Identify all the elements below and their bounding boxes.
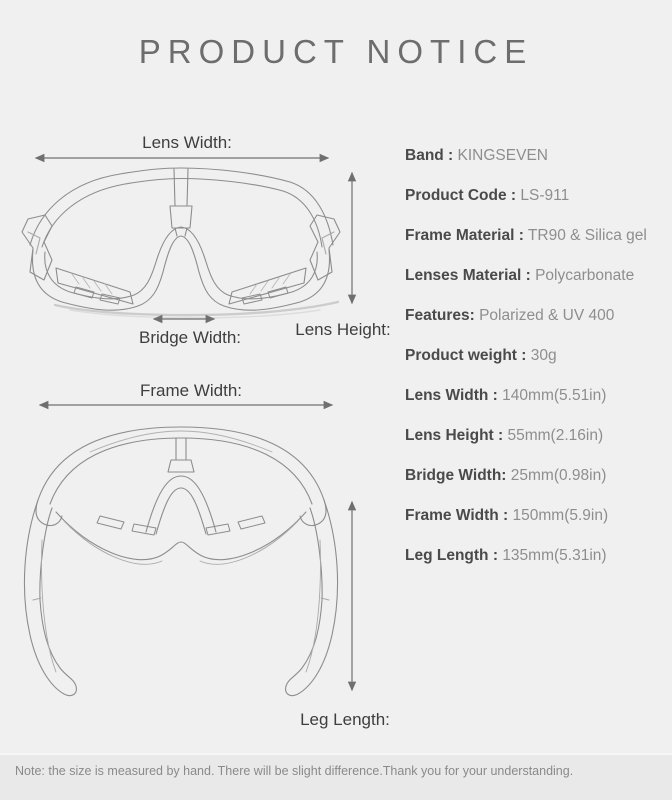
spec-label: Lens Width : [405,387,498,404]
spec-label: Leg Length : [405,547,498,564]
spec-value: 150mm(5.9in) [512,507,609,524]
spec-value: 25mm(0.98in) [510,467,607,484]
spec-label: Product weight : [405,347,527,364]
spec-row [405,506,670,546]
spec-label: Lenses Material : [405,267,531,284]
spec-row [405,426,670,466]
spec-label: Features: [405,307,475,324]
spec-row [405,466,670,506]
spec-row [405,346,670,386]
spec-row [405,186,670,226]
spec-value: 135mm(5.31in) [502,547,607,564]
bridge-width-label: Bridge Width: [138,328,242,347]
spec-row [405,306,670,346]
spec-label: Lens Height : [405,427,504,444]
spec-row [405,266,670,306]
spec-value: KINGSEVEN [457,147,548,164]
leg-length-label: Leg Length: [300,710,390,729]
spec-label: Frame Width : [405,507,509,524]
frame-width-label: Frame Width: [139,381,243,400]
lens-width-label: Lens Width: [142,133,232,152]
spec-row [405,146,670,186]
note-bar [0,753,672,800]
spec-value: Polycarbonate [535,267,635,284]
spec-row [405,226,670,266]
spec-value: 55mm(2.16in) [507,427,604,444]
spec-value: 30g [530,347,557,364]
spec-row [405,386,670,426]
spec-value: LS-911 [520,187,570,204]
sunglasses-top-view-drawing [24,427,337,696]
sunglasses-diagram [0,120,400,765]
spec-value: Polarized & UV 400 [479,307,615,324]
spec-label: Frame Material : [405,227,524,244]
spec-list [405,146,670,586]
spec-label: Bridge Width: [405,467,507,484]
spec-row [405,546,670,586]
spec-value: TR90 & Silica gel [527,227,647,244]
page-title: PRODUCT NOTICE [138,33,534,70]
lens-height-label: Lens Height: [295,320,391,339]
sunglasses-front-view-drawing [22,168,340,318]
spec-label: Band : [405,147,454,164]
note-text: Note: the size is measured by hand. There will be slight difference.Thank you for your understanding. [15,764,574,778]
spec-label: Product Code : [405,187,517,204]
spec-value: 140mm(5.51in) [502,387,607,404]
